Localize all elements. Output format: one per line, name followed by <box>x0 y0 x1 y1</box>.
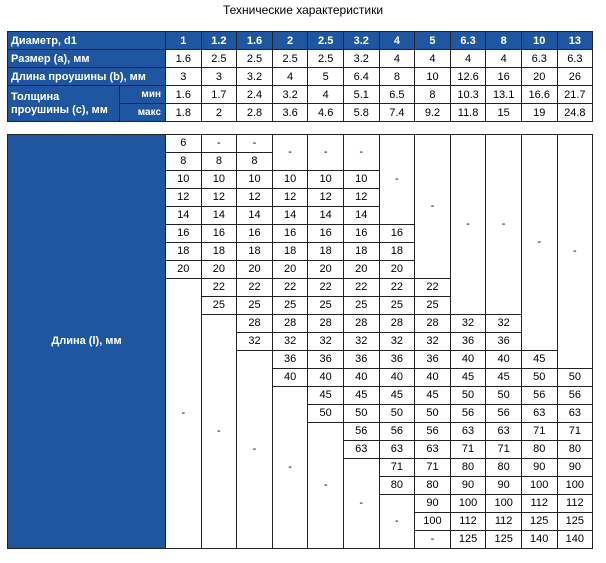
thickness-label: Толщина проушины (c), мм <box>8 86 120 122</box>
length-cell: 100 <box>415 513 451 531</box>
eye-length-cell: 26 <box>557 68 593 86</box>
size-label: Размер (a), мм <box>8 50 166 68</box>
thickness-max-cell: 19 <box>521 104 557 122</box>
length-cell: 14 <box>166 207 202 225</box>
eye-length-cell: 12.6 <box>450 68 486 86</box>
length-cell: 14 <box>343 207 379 225</box>
length-cell: 18 <box>308 243 344 261</box>
length-cell: 63 <box>557 405 593 423</box>
diameter-cell: 6.3 <box>450 32 486 50</box>
length-cell: 100 <box>450 495 486 513</box>
length-cell: 71 <box>379 459 415 477</box>
length-cell: 90 <box>521 459 557 477</box>
thickness-max-cell: 4.6 <box>308 104 344 122</box>
size-cell: 6.3 <box>557 50 593 68</box>
length-cell: 125 <box>486 531 522 549</box>
length-cell: 90 <box>486 477 522 495</box>
length-cell: 25 <box>379 297 415 315</box>
length-cell: 40 <box>450 351 486 369</box>
length-cell: 45 <box>486 369 522 387</box>
length-dash-cell: - <box>308 135 344 171</box>
length-cell: 12 <box>272 189 308 207</box>
length-cell: 14 <box>308 207 344 225</box>
length-cell: 50 <box>308 405 344 423</box>
thickness-min-cell: 13.1 <box>486 86 522 104</box>
length-cell: 40 <box>415 369 451 387</box>
length-cell: 10 <box>201 171 237 189</box>
diameter-cell: 13 <box>557 32 593 50</box>
thickness-min-row <box>8 86 593 104</box>
length-cell: 22 <box>415 279 451 297</box>
length-dash-cell: - <box>201 315 237 549</box>
length-cell: 20 <box>308 261 344 279</box>
length-cell: 32 <box>379 333 415 351</box>
diameter-cell: 2 <box>272 32 308 50</box>
spec-table <box>7 31 593 122</box>
length-cell: 56 <box>450 405 486 423</box>
length-cell: 16 <box>166 225 202 243</box>
size-cell: 2.5 <box>201 50 237 68</box>
eye-length-cell: 6.4 <box>343 68 379 86</box>
diameter-cell: 5 <box>415 32 451 50</box>
diameter-cell: 1.6 <box>237 32 273 50</box>
thickness-min-cell: 2.4 <box>237 86 273 104</box>
length-cell: 25 <box>272 297 308 315</box>
length-cell: 71 <box>521 423 557 441</box>
length-cell: 20 <box>343 261 379 279</box>
length-cell: - <box>237 135 273 153</box>
length-cell: 10 <box>166 171 202 189</box>
diameter-row <box>8 32 593 50</box>
length-cell: 63 <box>486 423 522 441</box>
length-cell: 8 <box>166 153 202 171</box>
length-cell: 71 <box>557 423 593 441</box>
length-cell: 80 <box>379 477 415 495</box>
thickness-max-cell: 2 <box>201 104 237 122</box>
length-cell: 14 <box>201 207 237 225</box>
length-cell: 32 <box>415 333 451 351</box>
length-cell: 140 <box>521 531 557 549</box>
length-cell: 16 <box>272 225 308 243</box>
length-cell: 45 <box>415 387 451 405</box>
length-cell: 28 <box>237 315 273 333</box>
length-cell: 18 <box>379 243 415 261</box>
size-cell: 4 <box>486 50 522 68</box>
length-cell: 71 <box>415 459 451 477</box>
length-cell: 80 <box>521 441 557 459</box>
thickness-max-cell: 11.8 <box>450 104 486 122</box>
length-cell: 20 <box>379 261 415 279</box>
length-cell: 100 <box>557 477 593 495</box>
length-dash-cell: - <box>450 135 486 315</box>
length-cell: 80 <box>486 459 522 477</box>
length-cell: 63 <box>521 405 557 423</box>
length-cell: 36 <box>272 351 308 369</box>
length-cell: 112 <box>557 495 593 513</box>
length-cell: 20 <box>237 261 273 279</box>
thickness-max-cell: 5.8 <box>343 104 379 122</box>
length-cell: 71 <box>450 441 486 459</box>
diameter-cell: 1 <box>166 32 202 50</box>
length-cell: 12 <box>237 189 273 207</box>
length-cell: 22 <box>201 279 237 297</box>
eye-length-cell: 5 <box>308 68 344 86</box>
length-cell: 50 <box>486 387 522 405</box>
length-cell: 22 <box>237 279 273 297</box>
length-cell: 63 <box>379 441 415 459</box>
eye-length-cell: 20 <box>521 68 557 86</box>
thickness-min-cell: 4 <box>308 86 344 104</box>
length-cell: 36 <box>415 351 451 369</box>
length-cell: 125 <box>450 531 486 549</box>
length-cell: 56 <box>343 423 379 441</box>
length-cell: 90 <box>415 495 451 513</box>
length-cell: 32 <box>450 315 486 333</box>
length-dash-cell: - <box>415 135 451 279</box>
eye-length-row <box>8 68 593 86</box>
length-cell: 50 <box>450 387 486 405</box>
length-cell: 32 <box>308 333 344 351</box>
length-cell: 25 <box>237 297 273 315</box>
length-cell: 125 <box>557 513 593 531</box>
length-cell: 14 <box>272 207 308 225</box>
thickness-max-cell: 2.8 <box>237 104 273 122</box>
thickness-min-cell: 10.3 <box>450 86 486 104</box>
thickness-min-cell: 8 <box>415 86 451 104</box>
thickness-min-cell: 16.6 <box>521 86 557 104</box>
length-dash-cell: - <box>308 423 344 549</box>
length-cell: 112 <box>486 513 522 531</box>
length-row <box>8 135 593 153</box>
length-cell: 28 <box>343 315 379 333</box>
length-cell: 28 <box>272 315 308 333</box>
length-dash-cell: - <box>237 351 273 549</box>
length-cell: 40 <box>486 351 522 369</box>
length-cell: 22 <box>343 279 379 297</box>
length-cell: 12 <box>201 189 237 207</box>
length-cell: 22 <box>308 279 344 297</box>
length-cell: 125 <box>521 513 557 531</box>
length-cell: 28 <box>379 315 415 333</box>
length-cell: 18 <box>166 243 202 261</box>
diameter-label: Диаметр, d1 <box>8 32 166 50</box>
eye-length-cell: 16 <box>486 68 522 86</box>
length-dash-cell: - <box>379 135 415 225</box>
thickness-max-cell: 24.8 <box>557 104 593 122</box>
length-cell: 56 <box>415 423 451 441</box>
length-cell: 18 <box>272 243 308 261</box>
length-cell: 32 <box>272 333 308 351</box>
length-cell: 18 <box>237 243 273 261</box>
length-cell: 25 <box>415 297 451 315</box>
length-cell: 63 <box>415 441 451 459</box>
length-cell: 32 <box>343 333 379 351</box>
length-cell: 50 <box>379 405 415 423</box>
thickness-min-cell: 3.2 <box>272 86 308 104</box>
length-dash-cell: - <box>521 135 557 351</box>
length-dash-cell: - <box>557 135 593 369</box>
length-cell: 28 <box>415 315 451 333</box>
length-cell: 10 <box>237 171 273 189</box>
length-cell: 10 <box>272 171 308 189</box>
eye-length-label: Длина проушины (b), мм <box>8 68 166 86</box>
length-cell: 22 <box>272 279 308 297</box>
thickness-max-cell: 3.6 <box>272 104 308 122</box>
length-cell: 112 <box>521 495 557 513</box>
diameter-cell: 1.2 <box>201 32 237 50</box>
length-cell: 18 <box>343 243 379 261</box>
thickness-min-cell: 1.6 <box>166 86 202 104</box>
length-cell: 80 <box>450 459 486 477</box>
diameter-cell: 4 <box>379 32 415 50</box>
length-cell: 22 <box>379 279 415 297</box>
eye-length-cell: 10 <box>415 68 451 86</box>
length-cell: 100 <box>521 477 557 495</box>
length-dash-cell: - <box>343 135 379 171</box>
length-cell: 36 <box>308 351 344 369</box>
page-title: Технические характеристики <box>222 3 384 17</box>
length-cell: 20 <box>166 261 202 279</box>
length-cell: 8 <box>201 153 237 171</box>
length-cell: 140 <box>557 531 593 549</box>
size-cell: 4 <box>379 50 415 68</box>
length-cell: 28 <box>308 315 344 333</box>
length-cell: 36 <box>450 333 486 351</box>
length-cell: 6 <box>166 135 202 153</box>
length-cell: 50 <box>343 405 379 423</box>
length-cell: 56 <box>521 387 557 405</box>
thickness-max-cell: 1.8 <box>166 104 202 122</box>
thickness-max-cell: 9.2 <box>415 104 451 122</box>
length-dash-cell: - <box>486 135 522 315</box>
length-cell: 50 <box>557 369 593 387</box>
size-row <box>8 50 593 68</box>
length-cell: 45 <box>450 369 486 387</box>
length-cell: 8 <box>237 153 273 171</box>
length-cell: 36 <box>486 333 522 351</box>
thickness-min-cell: 1.7 <box>201 86 237 104</box>
length-cell: 12 <box>166 189 202 207</box>
length-dash-cell: - <box>272 387 308 549</box>
thickness-max-label: макс <box>120 104 166 122</box>
length-cell: 25 <box>343 297 379 315</box>
length-cell: 56 <box>486 405 522 423</box>
length-cell: - <box>201 135 237 153</box>
thickness-min-label: мин <box>120 86 166 104</box>
diameter-cell: 10 <box>521 32 557 50</box>
length-cell: 32 <box>486 315 522 333</box>
length-cell: 56 <box>379 423 415 441</box>
eye-length-cell: 4 <box>272 68 308 86</box>
size-cell: 3.2 <box>343 50 379 68</box>
length-cell: 12 <box>308 189 344 207</box>
size-cell: 2.5 <box>237 50 273 68</box>
length-dash-cell: - <box>343 459 379 549</box>
length-dash-cell: - <box>415 531 451 549</box>
length-dash-cell: - <box>166 279 202 549</box>
length-cell: 16 <box>237 225 273 243</box>
diameter-cell: 2.5 <box>308 32 344 50</box>
length-cell: 36 <box>379 351 415 369</box>
size-cell: 1.6 <box>166 50 202 68</box>
thickness-max-cell: 7.4 <box>379 104 415 122</box>
eye-length-cell: 3 <box>166 68 202 86</box>
length-cell: 16 <box>379 225 415 243</box>
length-cell: 112 <box>450 513 486 531</box>
length-cell: 63 <box>450 423 486 441</box>
length-cell: 45 <box>343 387 379 405</box>
eye-length-cell: 3 <box>201 68 237 86</box>
length-cell: 71 <box>486 441 522 459</box>
thickness-min-cell: 5.1 <box>343 86 379 104</box>
length-cell: 36 <box>343 351 379 369</box>
length-dash-cell: - <box>379 495 415 549</box>
length-cell: 40 <box>379 369 415 387</box>
length-cell: 25 <box>201 297 237 315</box>
length-cell: 56 <box>557 387 593 405</box>
length-cell: 50 <box>521 369 557 387</box>
size-cell: 2.5 <box>272 50 308 68</box>
length-cell: 90 <box>557 459 593 477</box>
length-cell: 50 <box>415 405 451 423</box>
length-cell: 20 <box>272 261 308 279</box>
length-cell: 63 <box>343 441 379 459</box>
thickness-min-cell: 21.7 <box>557 86 593 104</box>
length-cell: 20 <box>201 261 237 279</box>
length-cell: 40 <box>308 369 344 387</box>
diameter-cell: 3.2 <box>343 32 379 50</box>
length-cell: 10 <box>308 171 344 189</box>
length-cell: 40 <box>343 369 379 387</box>
size-cell: 4 <box>415 50 451 68</box>
length-cell: 90 <box>450 477 486 495</box>
length-cell: 80 <box>557 441 593 459</box>
eye-length-cell: 3.2 <box>237 68 273 86</box>
length-cell: 10 <box>343 171 379 189</box>
size-cell: 2.5 <box>308 50 344 68</box>
length-dash-cell: - <box>272 135 308 171</box>
thickness-max-cell: 15 <box>486 104 522 122</box>
length-cell: 45 <box>308 387 344 405</box>
thickness-min-cell: 6.5 <box>379 86 415 104</box>
length-cell: 80 <box>415 477 451 495</box>
length-cell: 45 <box>521 351 557 369</box>
length-cell: 45 <box>379 387 415 405</box>
length-cell: 16 <box>308 225 344 243</box>
length-cell: 18 <box>201 243 237 261</box>
eye-length-cell: 8 <box>379 68 415 86</box>
length-table <box>7 134 593 549</box>
length-cell: 16 <box>343 225 379 243</box>
length-label: Длина (l), мм <box>8 135 166 549</box>
length-cell: 40 <box>272 369 308 387</box>
length-cell: 16 <box>201 225 237 243</box>
length-cell: 25 <box>308 297 344 315</box>
length-cell: 12 <box>343 189 379 207</box>
length-cell: 32 <box>237 333 273 351</box>
size-cell: 4 <box>450 50 486 68</box>
length-cell: 100 <box>486 495 522 513</box>
diameter-cell: 8 <box>486 32 522 50</box>
length-cell: 14 <box>237 207 273 225</box>
size-cell: 6.3 <box>521 50 557 68</box>
